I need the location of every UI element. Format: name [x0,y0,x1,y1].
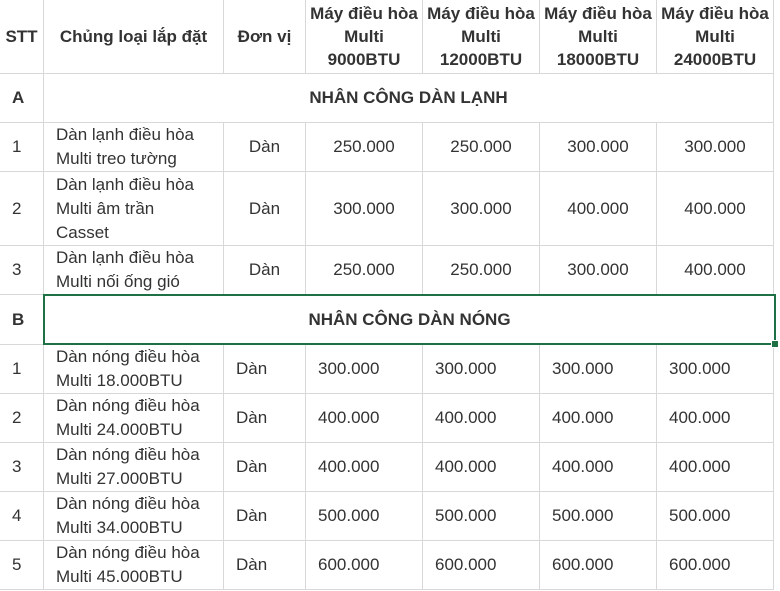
b-row1-stt[interactable]: 1 [0,345,44,394]
b-row3-9000[interactable]: 400.000 [306,443,423,492]
b-row2-18000[interactable]: 400.000 [540,394,657,443]
b-row2-unit[interactable]: Dàn [224,394,306,443]
a-row1-9000[interactable]: 250.000 [306,123,423,172]
a-row1-unit[interactable]: Dàn [224,123,306,172]
b-row1-9000[interactable]: 300.000 [306,345,423,394]
header-12000btu[interactable]: Máy điều hòa Multi 12000BTU [423,0,540,74]
b-row1-unit[interactable]: Dàn [224,345,306,394]
b-row4-9000[interactable]: 500.000 [306,492,423,541]
header-9000btu[interactable]: Máy điều hòa Multi 9000BTU [306,0,423,74]
b-row1-12000[interactable]: 300.000 [423,345,540,394]
b-row2-9000[interactable]: 400.000 [306,394,423,443]
a-row2-12000[interactable]: 300.000 [423,172,540,246]
b-row3-12000[interactable]: 400.000 [423,443,540,492]
a-row2-type[interactable]: Dàn lạnh điều hòa Multi âm trần Casset [44,172,224,246]
b-row3-18000[interactable]: 400.000 [540,443,657,492]
a-row3-12000[interactable]: 250.000 [423,246,540,295]
b-row4-stt[interactable]: 4 [0,492,44,541]
a-row1-24000[interactable]: 300.000 [657,123,774,172]
b-row3-type[interactable]: Dàn nóng điều hòa Multi 27.000BTU [44,443,224,492]
b-row5-18000[interactable]: 600.000 [540,541,657,590]
b-row4-type[interactable]: Dàn nóng điều hòa Multi 34.000BTU [44,492,224,541]
a-row3-unit[interactable]: Dàn [224,246,306,295]
a-row2-24000[interactable]: 400.000 [657,172,774,246]
b-row5-12000[interactable]: 600.000 [423,541,540,590]
b-row5-type[interactable]: Dàn nóng điều hòa Multi 45.000BTU [44,541,224,590]
b-row4-unit[interactable]: Dàn [224,492,306,541]
b-row4-24000[interactable]: 500.000 [657,492,774,541]
a-row3-24000[interactable]: 400.000 [657,246,774,295]
a-row3-type[interactable]: Dàn lạnh điều hòa Multi nối ống gió [44,246,224,295]
header-18000btu[interactable]: Máy điều hòa Multi 18000BTU [540,0,657,74]
b-row1-24000[interactable]: 300.000 [657,345,774,394]
b-row5-stt[interactable]: 5 [0,541,44,590]
b-row5-9000[interactable]: 600.000 [306,541,423,590]
a-row2-9000[interactable]: 300.000 [306,172,423,246]
b-row3-unit[interactable]: Dàn [224,443,306,492]
section-b-title-selected-cell[interactable]: NHÂN CÔNG DÀN NÓNG [43,294,776,345]
a-row2-18000[interactable]: 400.000 [540,172,657,246]
b-row2-stt[interactable]: 2 [0,394,44,443]
section-a-title[interactable]: NHÂN CÔNG DÀN LẠNH [44,74,774,123]
section-b-label[interactable]: B [0,295,44,345]
a-row1-12000[interactable]: 250.000 [423,123,540,172]
a-row1-stt[interactable]: 1 [0,123,44,172]
b-row5-24000[interactable]: 600.000 [657,541,774,590]
a-row1-type[interactable]: Dàn lạnh điều hòa Multi treo tường [44,123,224,172]
a-row1-18000[interactable]: 300.000 [540,123,657,172]
header-type[interactable]: Chủng loại lắp đặt [44,0,224,74]
header-24000btu[interactable]: Máy điều hòa Multi 24000BTU [657,0,774,74]
header-unit[interactable]: Đơn vị [224,0,306,74]
section-a-label[interactable]: A [0,74,44,123]
b-row5-unit[interactable]: Dàn [224,541,306,590]
a-row3-stt[interactable]: 3 [0,246,44,295]
a-row3-9000[interactable]: 250.000 [306,246,423,295]
b-row4-18000[interactable]: 500.000 [540,492,657,541]
b-row1-18000[interactable]: 300.000 [540,345,657,394]
a-row3-18000[interactable]: 300.000 [540,246,657,295]
b-row3-stt[interactable]: 3 [0,443,44,492]
b-row3-24000[interactable]: 400.000 [657,443,774,492]
fill-handle[interactable] [771,340,779,348]
b-row4-12000[interactable]: 500.000 [423,492,540,541]
b-row2-12000[interactable]: 400.000 [423,394,540,443]
a-row2-stt[interactable]: 2 [0,172,44,246]
b-row2-24000[interactable]: 400.000 [657,394,774,443]
header-stt[interactable]: STT [0,0,44,74]
b-row2-type[interactable]: Dàn nóng điều hòa Multi 24.000BTU [44,394,224,443]
b-row1-type[interactable]: Dàn nóng điều hòa Multi 18.000BTU [44,345,224,394]
a-row2-unit[interactable]: Dàn [224,172,306,246]
